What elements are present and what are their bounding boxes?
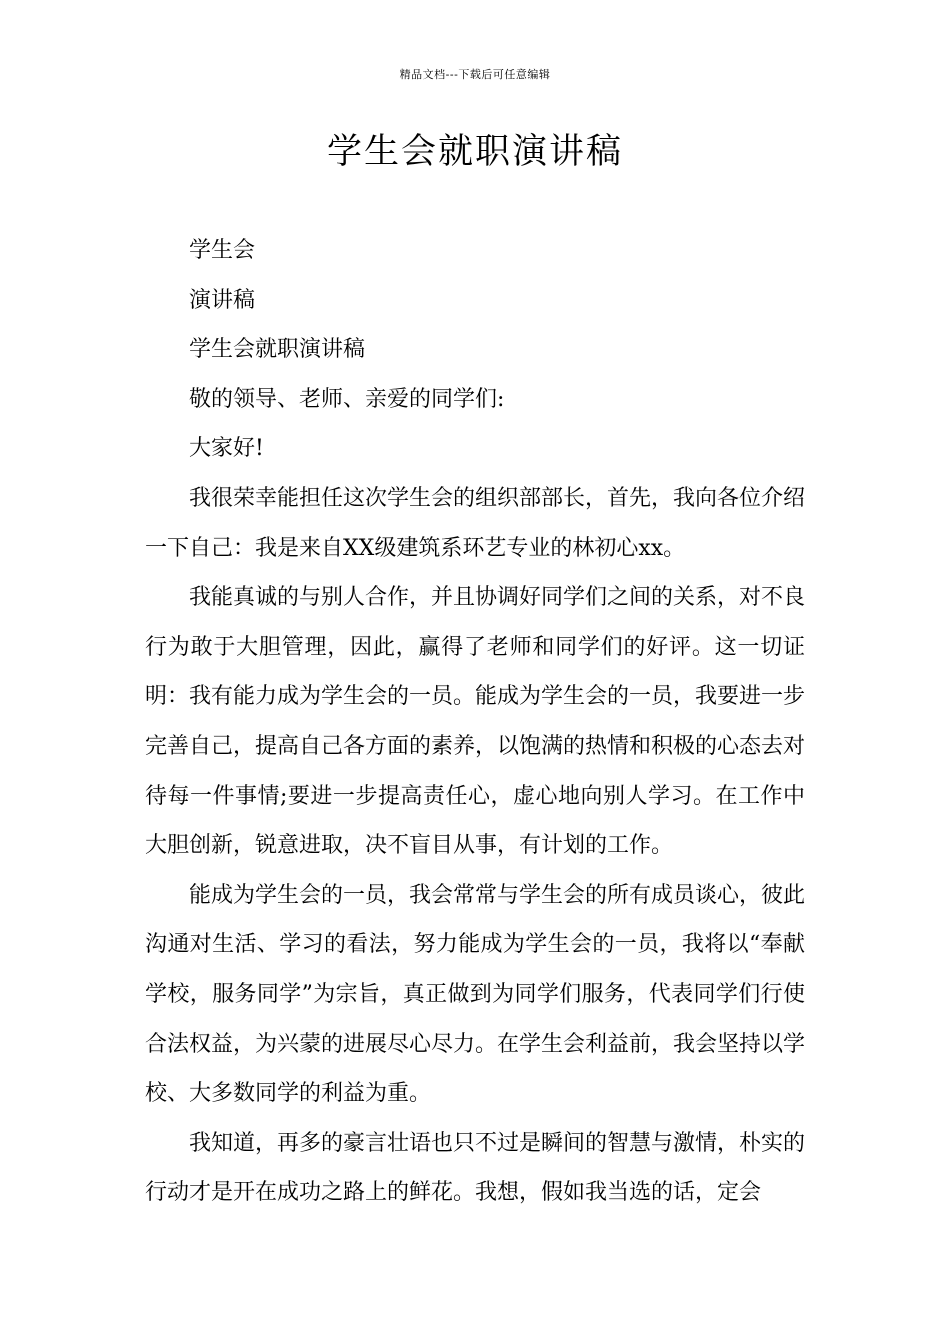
salutation: 敬的领导、老师、亲爱的同学们: <box>189 386 505 412</box>
header-note: 精品文档---下载后可任意编辑 <box>399 68 551 81</box>
greeting: 大家好! <box>189 436 264 462</box>
paragraph-closing: 我知道，再多的豪言壮语也只不过是瞬间的智慧与激情，朴实的行动才是开在成功之路上的鲜花。我想，假如我当选的话，定会 <box>145 1130 806 1206</box>
paragraph-heading-1: 学生会 <box>189 238 256 263</box>
paragraph-heading-3: 学生会就职演讲稿 <box>189 337 366 363</box>
paragraph-intro: 我很荣幸能担任这次学生会的组织部部长，首先，我向各位介绍一下自己：我是来自XX级建筑系环艺专业的林初心xx。 <box>145 485 806 561</box>
document-body <box>145 226 805 1218</box>
paragraph-commitment: 能成为学生会的一员，我会常常与学生会的所有成员谈心，彼此沟通对生活、学习的看法，努力能成为学生会的一员，我将以“奉献学校，服务同学”为宗旨，真正做到为同学们服务，代表同学们行使合法权益，为兴蒙的进展尽心尽力。在学生会利益前，我会坚持以学校、大多数同学的利益为重。 <box>145 882 806 1107</box>
document-title: 学生会就职演讲稿 <box>326 132 623 172</box>
paragraph-ability: 我能真诚的与别人合作，并且协调好同学们之间的关系，对不良行为敢于大胆管理，因此，赢得了老师和同学们的好评。这一切证明：我有能力成为学生会的一员。能成为学生会的一员，我要进一步完善自己，提高自己各方面的素养，以饱满的热情和积极的心态去对待每一件事情;要进一步提高责任心，虚心地向别人学习。在工作中大胆创新，锐意进取，决不盲目从事，有计划的工作。 <box>145 585 806 859</box>
paragraph-heading-2: 演讲稿 <box>189 287 256 313</box>
